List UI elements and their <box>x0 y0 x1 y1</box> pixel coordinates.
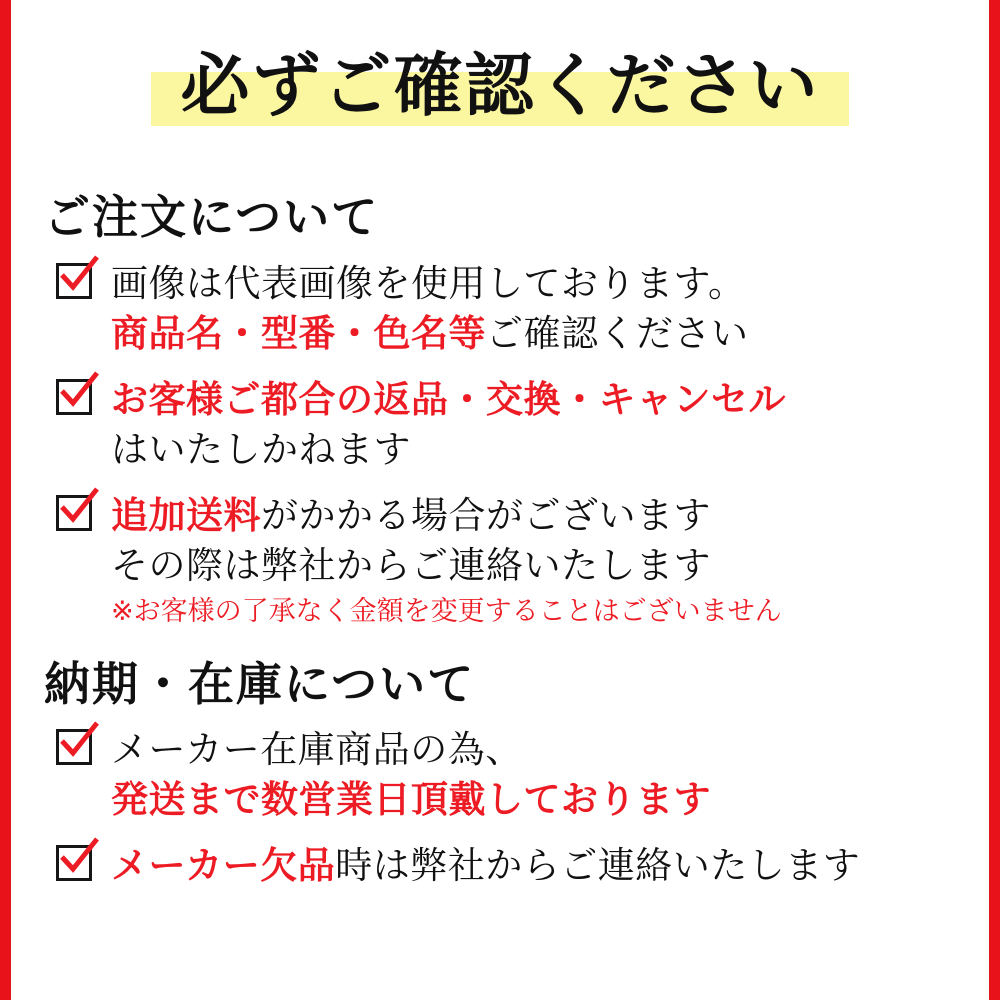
text-segment: 発送まで数営業日頂戴しております <box>111 778 711 822</box>
page-title-wrap <box>11 36 989 140</box>
text-segment: 時は弊社からご連絡いたします <box>335 844 861 888</box>
checkbox-checked-icon <box>56 845 92 881</box>
list-item-line <box>111 491 989 541</box>
checkbox-checked-icon <box>56 729 92 765</box>
list-item <box>56 841 989 891</box>
checkbox-checked-icon <box>56 495 92 531</box>
list-item-line <box>111 775 989 825</box>
list-item <box>56 725 989 825</box>
list-item-line <box>111 841 989 891</box>
list-item <box>56 375 989 475</box>
text-segment: ご確認ください <box>486 311 749 355</box>
text-segment: はいたしかねます <box>111 427 411 471</box>
text-segment: ※お客様の了承なく金額を変更することはございません <box>111 595 782 627</box>
checkbox-checked-icon <box>56 379 92 415</box>
section-heading-order: ご注文について <box>44 190 380 244</box>
list-item-line <box>111 259 989 309</box>
notice-content <box>11 0 989 1000</box>
list-item-note <box>111 591 989 633</box>
list-item <box>56 259 989 359</box>
text-segment: がかかる場合がございます <box>261 493 711 537</box>
page-title: 必ずご確認ください <box>180 46 820 126</box>
text-segment: 商品名・型番・色名等 <box>111 311 486 355</box>
list-item-line <box>111 725 989 775</box>
text-segment: メーカー欠品 <box>111 844 336 888</box>
text-segment: お客様ご都合の返品・交換・キャンセル <box>111 377 786 421</box>
text-segment: メーカー在庫商品の為、 <box>111 728 523 772</box>
list-item <box>56 491 989 633</box>
list-item-line <box>111 425 989 475</box>
section-heading-delivery: 納期・在庫について <box>44 656 476 711</box>
left-red-border <box>0 0 11 1000</box>
right-red-border <box>989 0 1000 1000</box>
list-item-line <box>111 375 989 425</box>
list-item-line <box>111 309 989 359</box>
text-segment: 画像は代表画像を使用しております。 <box>111 261 746 305</box>
text-segment: 追加送料 <box>111 493 261 537</box>
checkbox-checked-icon <box>56 263 92 299</box>
text-segment: その際は弊社からご連絡いたします <box>111 543 711 587</box>
list-item-line <box>111 541 989 591</box>
